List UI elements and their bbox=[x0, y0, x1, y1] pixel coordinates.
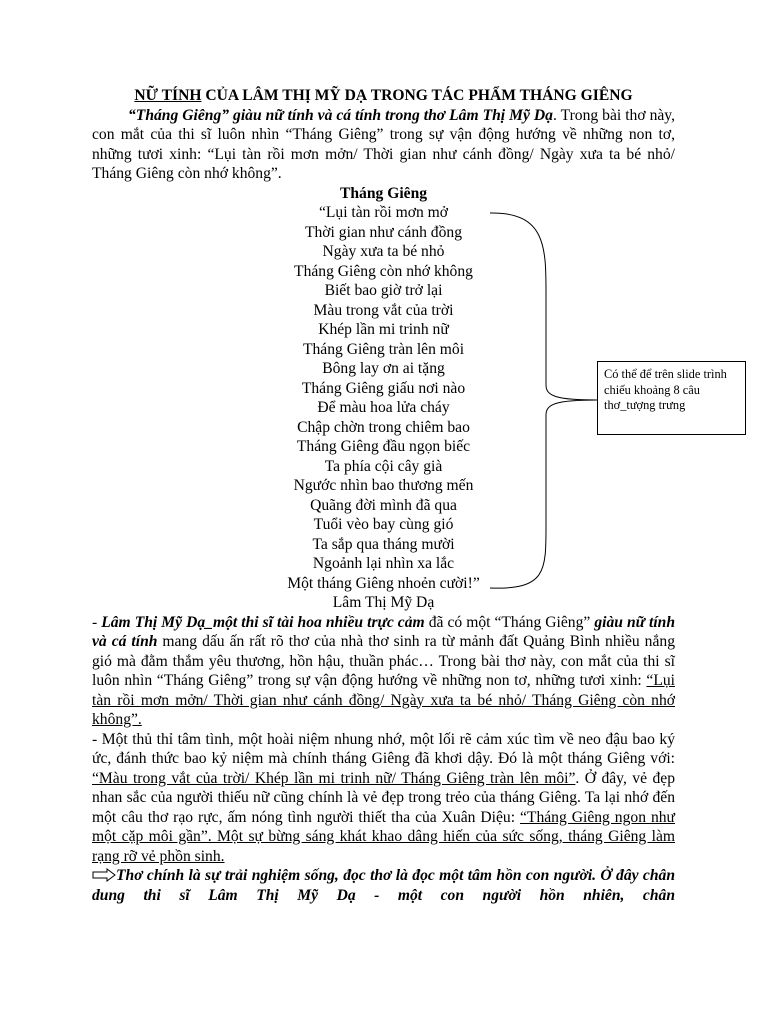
intro-text: . Trong bài thơ này, con mắt của thi sĩ luôn nhìn “Tháng Giêng” trong sự vận động hướng về những non tơ, những tươi xinh: “Lụi tàn rồi mơn mởn/ Thời gian như cánh đồng/ Ngày xưa ta bé nhỏ/ Tháng Giêng còn nhớ không”. bbox=[92, 106, 675, 182]
para1-emphasis-1: Lâm Thị Mỹ Dạ_một thi sĩ tài hoa nhiều trực cảm bbox=[101, 613, 425, 631]
analysis-paragraph-1 bbox=[92, 613, 675, 730]
para2-quote-2: “Tháng Giêng ngon như một cặp môi gần”. Một sự bừng sáng khát khao dâng hiến của sức sống, tháng Giêng làm rạng rỡ vẻ phồn sinh. bbox=[92, 808, 675, 865]
poem-author: Lâm Thị Mỹ Dạ bbox=[332, 594, 435, 611]
poem-line: “Lụi tàn rồi mơn mở bbox=[318, 204, 449, 221]
dash: - bbox=[92, 613, 102, 631]
para1-quote: “Lụi tàn rồi mơn mởn/ Thời gian như cánh đồng/ Ngày xưa ta bé nhỏ/ Tháng Giêng còn nhớ không”. bbox=[92, 672, 675, 728]
para1-text-2: mang dấu ấn rất rõ thơ của nhà thơ sinh ra từ mảnh đất Quảng Bình nhiều nắng gió mà đằm thắm yêu thương, hồn hậu, thuần phác… Trong bài thơ này, con mắt của thi sĩ luôn nhìn “Tháng Giêng” trong sự vận động hướng về những non tơ, những tươi xinh: bbox=[92, 633, 675, 689]
poem-line: Thời gian như cánh đồng bbox=[304, 223, 462, 241]
intro-paragraph bbox=[92, 106, 675, 184]
para2-text-2: . Ở đây, vẻ đẹp nhan sắc của người thiếu nữ cũng chính là vẻ đẹp trong trẻo của tháng Giêng. Ta lại nhớ đến một câu thơ rạo rực, ấm nóng tình người thiết tha của Xuân Diệu: bbox=[92, 769, 675, 826]
poem-line: Ngoảnh lại nhìn xa lắc bbox=[312, 555, 455, 572]
para2-quote-1: “Màu trong vắt của trời/ Khép lần mi trinh nữ/ Tháng Giêng tràn lên môi” bbox=[92, 769, 576, 787]
analysis-paragraph-3 bbox=[92, 866, 675, 905]
poem-title: Tháng Giêng bbox=[339, 184, 428, 202]
poem-line: Ta sắp qua tháng mười bbox=[312, 535, 455, 553]
poem-line: Quãng đời mình đã qua bbox=[310, 496, 457, 514]
poem-line: Biết bao giờ trở lại bbox=[324, 282, 443, 299]
para1-emphasis-2: giàu nữ tính và cá tính bbox=[92, 613, 676, 650]
analysis-paragraph-2 bbox=[92, 730, 675, 867]
poem-line: Chập chờn trong chiêm bao bbox=[297, 418, 470, 436]
poem-line: Tháng Giêng giấu nơi nào bbox=[301, 379, 466, 397]
poem-line: Ngày xưa ta bé nhỏ bbox=[322, 243, 445, 260]
right-arrow-icon bbox=[92, 868, 116, 882]
document-body bbox=[92, 86, 675, 905]
title-rest: CỦA LÂM THỊ MỸ DẠ TRONG TÁC PHẨM THÁNG GIÊNG bbox=[201, 87, 633, 104]
poem-line: Ngước nhìn bao thương mến bbox=[293, 477, 474, 494]
poem-line: Tháng Giêng tràn lên môi bbox=[302, 340, 465, 358]
poem-line: Một tháng Giêng nhoẻn cười!” bbox=[287, 574, 480, 592]
poem-line: Tuổi vèo bay cùng gió bbox=[313, 516, 454, 533]
document-title bbox=[92, 86, 675, 106]
poem-line: Để màu hoa lửa cháy bbox=[317, 399, 450, 416]
poem-line: Ta phía cội cây già bbox=[324, 457, 443, 475]
poem-line: Tháng Giêng đầu ngọn biếc bbox=[296, 438, 471, 455]
poem bbox=[92, 203, 675, 593]
intro-emphasis: “Tháng Giêng” giàu nữ tính và cá tính trong thơ Lâm Thị Mỹ Dạ bbox=[128, 106, 553, 124]
note-box: Có thể để trên slide trình chiếu khoảng 8 câu thơ_tượng trưng bbox=[597, 361, 746, 435]
poem-line: Bông lay ơn ai tặng bbox=[322, 360, 445, 377]
poem-line: Tháng Giêng còn nhớ không bbox=[294, 262, 473, 280]
title-underlined-part: NỮ TÍNH bbox=[134, 87, 202, 104]
para2-text-1: - Một thủ thỉ tâm tình, một hoài niệm nhung nhớ, một lối rẽ cảm xúc tìm về neo đậu bao ký ức, đánh thức bao kỷ niệm mà chính tháng Giêng đã khơi dậy. Đó là một tháng Giêng với: bbox=[92, 730, 675, 767]
poem-line: Màu trong vắt của trời bbox=[313, 301, 454, 319]
poem-line: Khép lần mi trinh nữ bbox=[318, 321, 449, 338]
para1-text-1: đã có một “Tháng Giêng” bbox=[424, 613, 595, 631]
para3-emphasis: Thơ chính là sự trải nghiệm sống, đọc thơ là đọc một tâm hồn con người. Ở đây chân dung thi sĩ Lâm Thị Mỹ Dạ - một con người hồn nhiên, chân bbox=[92, 867, 675, 904]
